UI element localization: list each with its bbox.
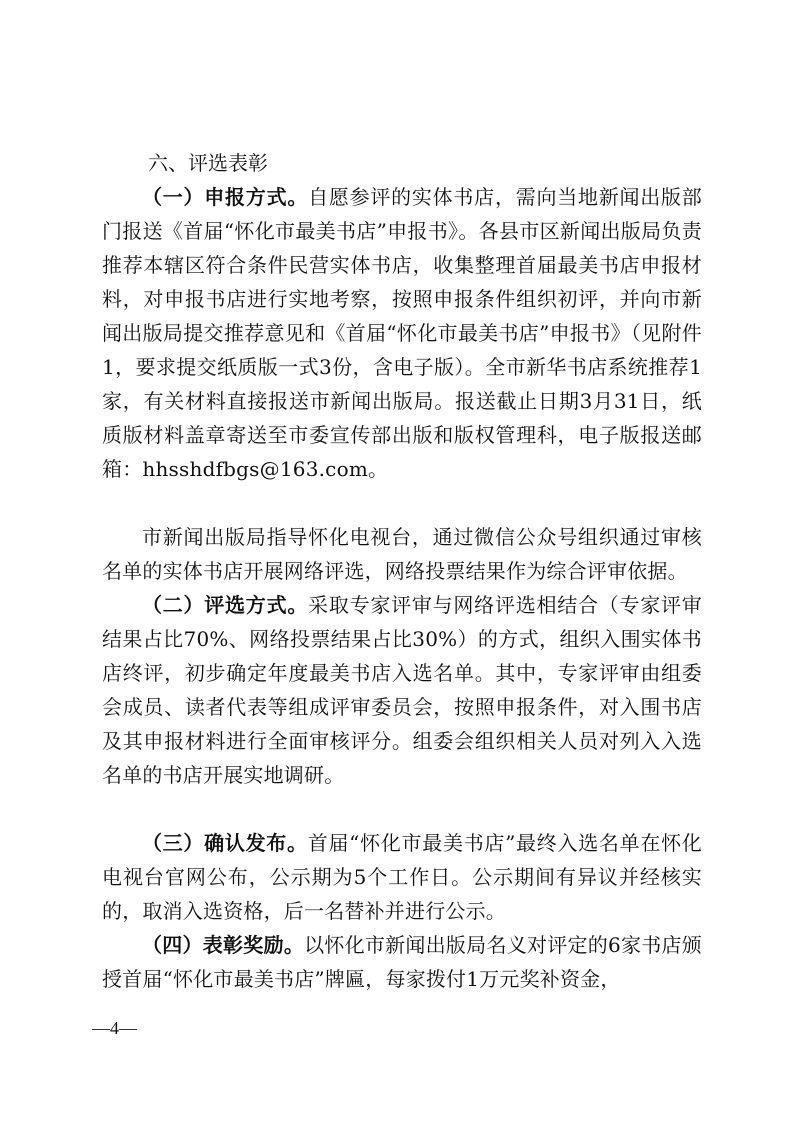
paragraph-awards (102, 928, 702, 996)
paragraph-lead: （四）表彰奖励。 (142, 933, 305, 957)
paragraph-lead: （一）申报方式。 (142, 185, 309, 209)
paragraph-text: 采取专家评审与网络评选相结合（专家评审结果占比70%、网络投票结果占比30%）的方式，组织入围实体书店终评，初步确定年度最美书店入选名单。其中，专家评审由组委会成员、读者代表等组成评审委员会，按照申报条件，对入围书店及其申报材料进行全面审核评分。组委会组织相关人员对列入入选名单的书店开展实地调研。 (102, 593, 702, 787)
page-number: —4— (92, 1018, 137, 1038)
paragraph-lead: （三）确认发布。 (142, 831, 308, 855)
paragraph-selection-method (102, 588, 702, 792)
paragraph-online-voting (102, 520, 702, 588)
section-heading: 六、评选表彰 (148, 151, 268, 175)
paragraph-lead: （二）评选方式。 (142, 593, 309, 617)
paragraph-text: 市新闻出版局指导怀化电视台，通过微信公众号组织通过审核名单的实体书店开展网络评选，网络投票结果作为综合评审依据。 (102, 525, 702, 583)
paragraph-text: 以怀化市新闻出版局名义对评定的6家书店颁授首届“怀化市最美书店”牌匾，每家拨付1万元奖补资金， (102, 933, 702, 991)
paragraph-application-method (102, 180, 702, 486)
paragraph-text: 自愿参评的实体书店，需向当地新闻出版部门报送《首届“怀化市最美书店”申报书》。各县市区新闻出版局负责推荐本辖区符合条件民营实体书店，收集整理首届最美书店申报材料，对申报书店进行实地考察，按照申报条件组织初评，并向市新闻出版局提交推荐意见和《首届“怀化市最美书店”申报书》（见附件1，要求提交纸质版一式3份，含电子版）。全市新华书店系统推荐1家，有关材料直接报送市新闻出版局。报送截止日期3月31日，纸质版材料盖章寄送至市委宣传部出版和版权管理科，电子版报送邮箱：hhsshdfbgs@163.com。 (102, 185, 702, 481)
paragraph-text: 首届“怀化市最美书店”最终入选名单在怀化电视台官网公布，公示期为5个工作日。公示期间有异议并经核实的，取消入选资格，后一名替补并进行公示。 (102, 831, 702, 923)
paragraph-confirmation (102, 826, 702, 928)
